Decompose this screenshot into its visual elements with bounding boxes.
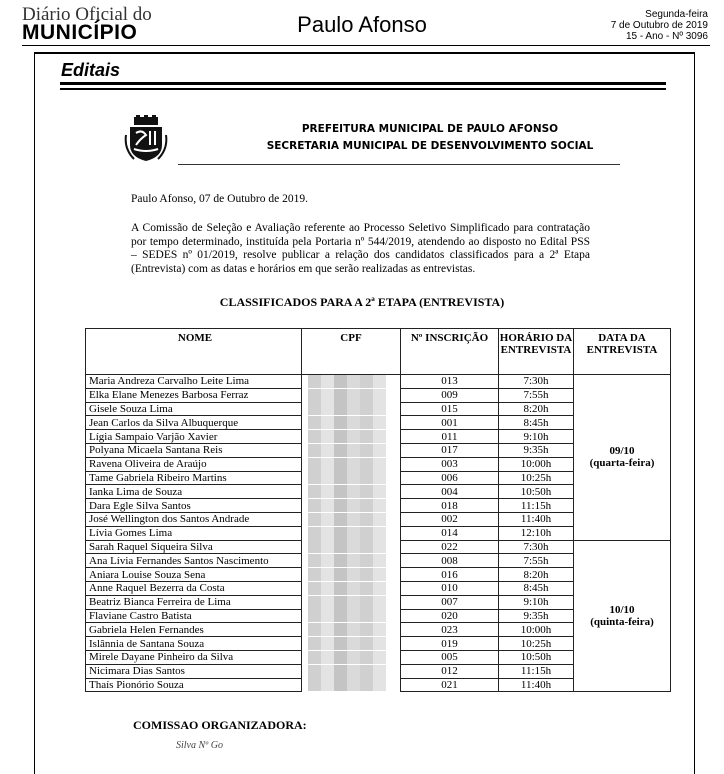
candidate-cpf-redacted	[302, 443, 401, 457]
redaction-blur	[308, 665, 386, 678]
candidate-cpf-redacted	[302, 526, 401, 540]
candidate-name: Mirele Dayane Pinheiro da Silva	[86, 650, 302, 664]
signature: Silva Nº Go	[176, 740, 223, 751]
interview-date-day: 10/10	[609, 603, 635, 616]
candidate-cpf-redacted	[302, 430, 401, 444]
candidate-name: Lívia Gomes Lima	[86, 526, 302, 540]
header-cpf: CPF	[302, 329, 401, 375]
interview-time: 8:20h	[499, 568, 574, 582]
interview-date-weekday: (quinta-feira)	[590, 615, 654, 628]
table-title: CLASSIFICADOS PARA A 2ª ETAPA (ENTREVISTA)	[219, 295, 505, 309]
interview-time: 10:00h	[499, 623, 574, 637]
interview-date-day: 09/10	[609, 445, 635, 458]
candidate-inscricao: 009	[401, 388, 499, 402]
candidate-inscricao: 011	[401, 430, 499, 444]
place-date: Paulo Afonso, 07 de Outubro de 2019.	[131, 193, 308, 205]
candidate-name: Ravena Oliveira de Araújo	[86, 457, 302, 471]
candidate-cpf-redacted	[302, 457, 401, 471]
candidate-cpf-redacted	[302, 554, 401, 568]
redaction-blur	[308, 458, 386, 471]
candidate-inscricao: 020	[401, 609, 499, 623]
candidate-cpf-redacted	[302, 568, 401, 582]
interview-time: 11:15h	[499, 499, 574, 513]
candidate-inscricao: 017	[401, 443, 499, 457]
candidate-cpf-redacted	[302, 623, 401, 637]
issue-edition: 15 - Ano - Nº 3096	[625, 31, 708, 42]
table-header-row	[86, 329, 671, 375]
section-divider-top	[60, 82, 666, 85]
redaction-blur	[308, 375, 386, 388]
interview-time: 8:20h	[499, 402, 574, 416]
candidate-name: Aniara Louise Souza Sena	[86, 568, 302, 582]
header-data: DATA DA ENTREVISTA	[574, 329, 671, 375]
interview-time: 10:50h	[499, 485, 574, 499]
candidate-inscricao: 005	[401, 650, 499, 664]
candidate-name: Elka Elane Menezes Barbosa Ferraz	[86, 388, 302, 402]
city-title: Paulo Afonso	[297, 12, 427, 37]
candidate-cpf-redacted	[302, 471, 401, 485]
interview-time: 9:10h	[499, 430, 574, 444]
interview-time: 10:50h	[499, 650, 574, 664]
redaction-blur	[308, 678, 386, 691]
candidate-cpf-redacted	[302, 485, 401, 499]
interview-time: 7:55h	[499, 388, 574, 402]
header-name: NOME	[86, 329, 302, 375]
redaction-blur	[308, 637, 386, 650]
interview-time: 11:15h	[499, 664, 574, 678]
interview-time: 10:25h	[499, 637, 574, 651]
candidate-cpf-redacted	[302, 650, 401, 664]
candidate-cpf-redacted	[302, 664, 401, 678]
redaction-blur	[308, 582, 386, 595]
candidate-name: Sarah Raquel Siqueira Silva	[86, 540, 302, 554]
candidate-cpf-redacted	[302, 540, 401, 554]
masthead-divider	[22, 45, 710, 46]
candidate-name: Gabriela Helen Fernandes	[86, 623, 302, 637]
candidate-name: Islânnia de Santana Souza	[86, 637, 302, 651]
candidate-name: Ianka Lima de Souza	[86, 485, 302, 499]
interview-date	[574, 375, 671, 541]
candidate-cpf-redacted	[302, 678, 401, 692]
candidate-inscricao: 015	[401, 402, 499, 416]
commission-label: COMISSAO ORGANIZADORA:	[133, 718, 307, 732]
section-title: Editais	[61, 60, 121, 80]
candidate-name: Thaís Pionório Souza	[86, 678, 302, 692]
candidate-cpf-redacted	[302, 581, 401, 595]
table-row	[86, 540, 671, 554]
candidate-cpf-redacted	[302, 609, 401, 623]
issue-weekday: Segunda-feira	[645, 9, 708, 20]
issue-info	[611, 9, 708, 42]
interview-time: 9:35h	[499, 609, 574, 623]
table-row	[86, 375, 671, 389]
redaction-blur	[308, 416, 386, 429]
candidate-cpf-redacted	[302, 512, 401, 526]
redaction-blur	[308, 540, 386, 553]
candidate-name: Polyana Micaela Santana Reis	[86, 443, 302, 457]
org-name: PREFEITURA MUNICIPAL DE PAULO AFONSO	[301, 123, 559, 135]
secretariat-name: SECRETARIA MUNICIPAL DE DESENVOLVIMENTO SOCIAL	[266, 140, 594, 152]
candidate-inscricao: 019	[401, 637, 499, 651]
interview-time: 7:30h	[499, 540, 574, 554]
redaction-blur	[308, 651, 386, 664]
candidates-table	[85, 328, 671, 692]
candidate-inscricao: 006	[401, 471, 499, 485]
interview-time: 7:30h	[499, 375, 574, 389]
redaction-blur	[308, 609, 386, 622]
candidate-cpf-redacted	[302, 402, 401, 416]
letterhead-divider	[178, 164, 620, 165]
candidate-name: José Wellington dos Santos Andrade	[86, 512, 302, 526]
redaction-blur	[308, 623, 386, 636]
candidate-name: Beatriz Bianca Ferreira de Lima	[86, 595, 302, 609]
candidate-inscricao: 018	[401, 499, 499, 513]
candidate-name: Lígia Sampaio Varjão Xavier	[86, 430, 302, 444]
candidate-inscricao: 007	[401, 595, 499, 609]
interview-time: 8:45h	[499, 416, 574, 430]
candidate-name: Tame Gabriela Ribeiro Martins	[86, 471, 302, 485]
interview-time: 10:00h	[499, 457, 574, 471]
candidate-inscricao: 008	[401, 554, 499, 568]
candidate-cpf-redacted	[302, 595, 401, 609]
redaction-blur	[308, 402, 386, 415]
interview-time: 7:55h	[499, 554, 574, 568]
redaction-blur	[308, 471, 386, 484]
section-divider-bottom	[60, 88, 666, 90]
interview-date	[574, 540, 671, 692]
coat-of-arms-icon	[124, 115, 168, 165]
notice-paragraph: A Comissão de Seleção e Avaliação referente ao Processo Seletivo Simplificado para contratação por tempo determinado, instituída pela Portaria nº 544/2019, atendendo ao disposto no Edital PSS – SEDES nº 01/2019, resolve publicar a relação dos candidatos classificados para a 2ª Etapa (Entrevista) com as datas e horários em que serão realizadas as entrevistas.	[131, 222, 590, 275]
candidate-cpf-redacted	[302, 499, 401, 513]
candidate-cpf-redacted	[302, 416, 401, 430]
redaction-blur	[308, 568, 386, 581]
redaction-blur	[308, 499, 386, 512]
candidate-inscricao: 002	[401, 512, 499, 526]
candidate-name: Nicimara Dias Santos	[86, 664, 302, 678]
candidate-inscricao: 013	[401, 375, 499, 389]
interview-time: 10:25h	[499, 471, 574, 485]
candidate-inscricao: 023	[401, 623, 499, 637]
redaction-blur	[308, 430, 386, 443]
table-body	[86, 375, 671, 692]
brand-name-top: Diário Oficial do	[22, 4, 152, 25]
redaction-blur	[308, 444, 386, 457]
interview-time: 9:10h	[499, 595, 574, 609]
interview-time: 12:10h	[499, 526, 574, 540]
candidate-name: Dara Egle Silva Santos	[86, 499, 302, 513]
candidate-inscricao: 012	[401, 664, 499, 678]
candidate-name: Gisele Souza Lima	[86, 402, 302, 416]
brand-name-bottom: MUNICÍPIO	[22, 21, 138, 44]
redaction-blur	[308, 485, 386, 498]
interview-time: 11:40h	[499, 678, 574, 692]
redaction-blur	[308, 596, 386, 609]
candidate-name: Flaviane Castro Batista	[86, 609, 302, 623]
redaction-blur	[308, 513, 386, 526]
candidate-cpf-redacted	[302, 637, 401, 651]
candidate-name: Maria Andreza Carvalho Leite Lima	[86, 375, 302, 389]
candidate-name: Jean Carlos da Silva Albuquerque	[86, 416, 302, 430]
redaction-blur	[308, 554, 386, 567]
candidate-name: Anne Raquel Bezerra da Costa	[86, 581, 302, 595]
candidate-cpf-redacted	[302, 375, 401, 389]
redaction-blur	[308, 389, 386, 402]
candidate-inscricao: 021	[401, 678, 499, 692]
header-inscricao: Nº INSCRIÇÃO	[401, 329, 499, 375]
candidate-inscricao: 001	[401, 416, 499, 430]
interview-date-weekday: (quarta-feira)	[589, 457, 655, 470]
interview-time: 11:40h	[499, 512, 574, 526]
candidate-inscricao: 003	[401, 457, 499, 471]
candidate-inscricao: 016	[401, 568, 499, 582]
interview-time: 8:45h	[499, 581, 574, 595]
candidate-inscricao: 014	[401, 526, 499, 540]
candidate-inscricao: 004	[401, 485, 499, 499]
issue-date: 7 de Outubro de 2019	[610, 20, 708, 31]
candidate-name: Ana Lívia Fernandes Santos Nascimento	[86, 554, 302, 568]
candidate-cpf-redacted	[302, 388, 401, 402]
candidate-inscricao: 010	[401, 581, 499, 595]
interview-time: 9:35h	[499, 443, 574, 457]
header-horario: HORÁRIO DA ENTREVISTA	[499, 329, 574, 375]
masthead	[0, 0, 724, 46]
redaction-blur	[308, 527, 386, 540]
candidate-inscricao: 022	[401, 540, 499, 554]
